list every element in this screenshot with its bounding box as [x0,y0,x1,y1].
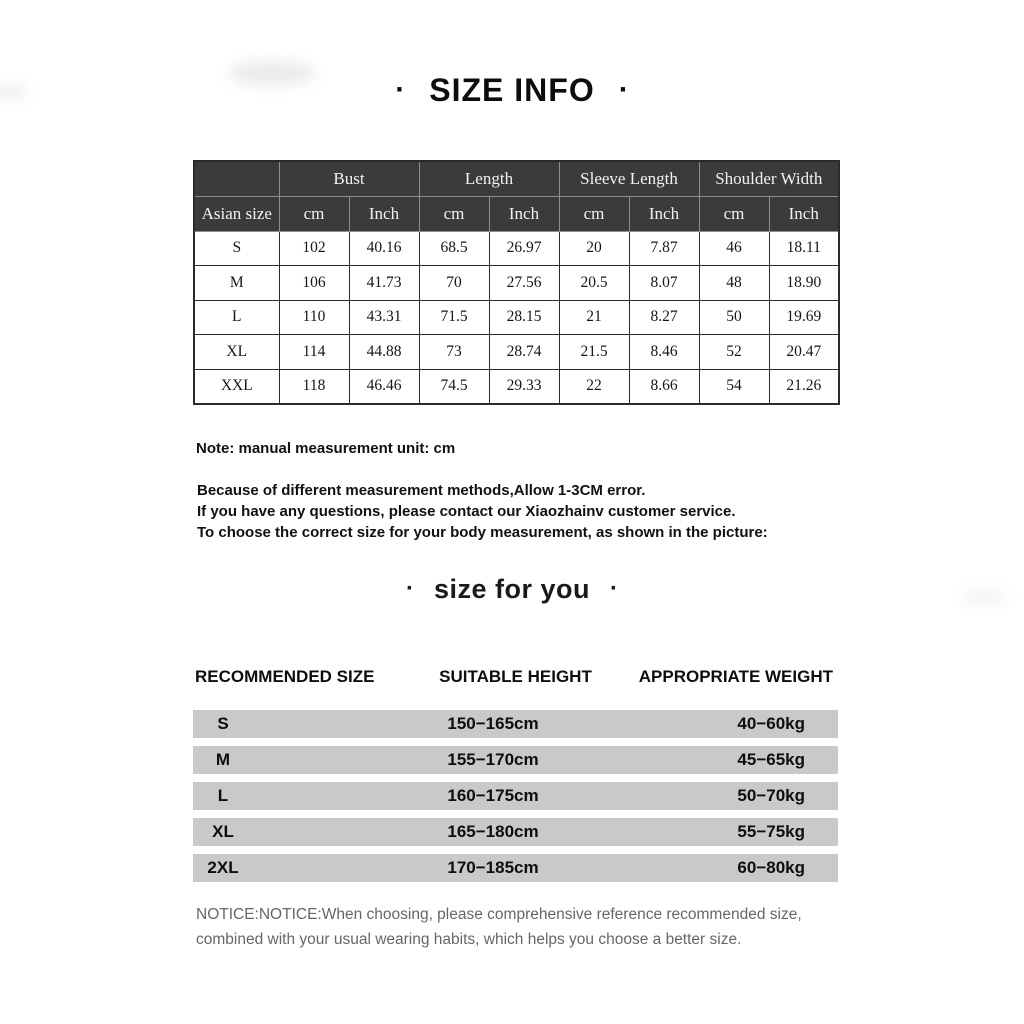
fit-size-label: 2XL [207,858,239,877]
note-line: If you have any questions, please contact our Xiaozhainv customer service. [197,503,736,520]
value-cell: 52 [699,335,769,370]
value-cell: 21.5 [559,335,629,370]
suitable-height-column-header: SUITABLE HEIGHT [439,667,592,686]
fit-height-value: 150−165cm [447,714,539,733]
size-label: L [194,300,279,335]
unit-header: Inch [629,196,699,231]
note-line: Because of different measurement methods,Allow 1-3CM error. [197,482,646,499]
value-cell: 8.07 [629,266,699,301]
unit-header-row [194,196,839,231]
group-header-length: Length [419,161,559,196]
value-cell: 20.5 [559,266,629,301]
value-cell: 48 [699,266,769,301]
dot-decoration: · [405,575,414,602]
measurement-table [193,160,840,405]
value-cell: 8.27 [629,300,699,335]
dot-decoration: · [610,575,619,602]
value-cell: 106 [279,266,349,301]
notice-line: NOTICE:NOTICE:When choosing, please comprehensive reference recommended size, [196,906,802,923]
unit-header: Inch [489,196,559,231]
value-cell: 40.16 [349,231,419,266]
fit-weight-value: 45−65kg [737,750,805,769]
value-cell: 28.15 [489,300,559,335]
measurement-notes-paragraph [197,480,768,543]
value-cell: 68.5 [419,231,489,266]
value-cell: 21 [559,300,629,335]
fit-weight-value: 40−60kg [737,714,805,733]
value-cell: 21.26 [769,369,839,404]
value-cell: 102 [279,231,349,266]
value-cell: 19.69 [769,300,839,335]
group-header-shoulder-width: Shoulder Width [699,161,839,196]
fit-size-label: XL [212,822,234,841]
size-label: S [194,231,279,266]
corner-empty-cell [194,161,279,196]
fit-row-xl [193,818,838,846]
fit-weight-value: 55−75kg [737,822,805,841]
value-cell: 20 [559,231,629,266]
value-cell: 41.73 [349,266,419,301]
value-cell: 20.47 [769,335,839,370]
notice-line: combined with your usual wearing habits, which helps you choose a better size. [196,930,742,948]
size-info-heading [0,72,1024,109]
dot-decoration: · [395,73,406,106]
recommended-size-header-row [193,663,838,691]
value-cell: 118 [279,369,349,404]
size-label: M [194,266,279,301]
value-cell: 114 [279,335,349,370]
value-cell: 44.88 [349,335,419,370]
group-header-row [194,161,839,196]
value-cell: 43.31 [349,300,419,335]
fit-row-2xl [193,854,838,882]
value-cell: 46.46 [349,369,419,404]
value-cell: 46 [699,231,769,266]
size-info-title-text: SIZE INFO [429,72,595,108]
note-line: To choose the correct size for your body measurement, as shown in the picture: [197,524,768,541]
value-cell: 26.97 [489,231,559,266]
fit-height-value: 155−170cm [447,750,539,769]
fit-row-l [193,782,838,810]
value-cell: 27.56 [489,266,559,301]
value-cell: 28.74 [489,335,559,370]
value-cell: 18.11 [769,231,839,266]
dot-decoration: · [618,73,629,106]
value-cell: 74.5 [419,369,489,404]
fit-size-label: M [215,750,231,769]
value-cell: 8.46 [629,335,699,370]
table-row-xl [194,335,839,370]
size-label: XXL [194,369,279,404]
measurement-unit-note: Note: manual measurement unit: cm [196,440,456,457]
fit-weight-value: 60−80kg [737,858,805,877]
fit-row-m [193,746,838,774]
table-row-xxl [194,369,839,404]
fit-height-value: 160−175cm [447,786,539,805]
value-cell: 50 [699,300,769,335]
group-header-sleeve-length: Sleeve Length [559,161,699,196]
value-cell: 22 [559,369,629,404]
fit-weight-value: 50−70kg [737,786,805,805]
table-row-m [194,266,839,301]
recommended-size-column-header: RECOMMENDED SIZE [195,667,375,686]
unit-header: cm [699,196,769,231]
appropriate-weight-column-header: APPROPRIATE WEIGHT [638,667,833,686]
unit-header: Inch [769,196,839,231]
unit-header: cm [279,196,349,231]
value-cell: 18.90 [769,266,839,301]
fit-row-s [193,710,838,738]
size-for-you-title-text: size for you [433,574,591,604]
fit-height-value: 165−180cm [447,822,539,841]
value-cell: 73 [419,335,489,370]
recommended-size-table [193,663,838,890]
size-label: XL [194,335,279,370]
notice-text [196,903,802,952]
value-cell: 70 [419,266,489,301]
measurement-table-container [193,160,840,405]
value-cell: 8.66 [629,369,699,404]
fit-height-value: 170−185cm [447,858,539,877]
value-cell: 71.5 [419,300,489,335]
size-for-you-heading [0,574,1024,605]
value-cell: 29.33 [489,369,559,404]
asian-size-header: Asian size [194,196,279,231]
table-row-s [194,231,839,266]
unit-header: Inch [349,196,419,231]
value-cell: 7.87 [629,231,699,266]
table-row-l [194,300,839,335]
value-cell: 110 [279,300,349,335]
value-cell: 54 [699,369,769,404]
fit-size-label: L [217,786,229,805]
unit-header: cm [419,196,489,231]
fit-size-label: S [217,714,229,733]
unit-header: cm [559,196,629,231]
group-header-bust: Bust [279,161,419,196]
